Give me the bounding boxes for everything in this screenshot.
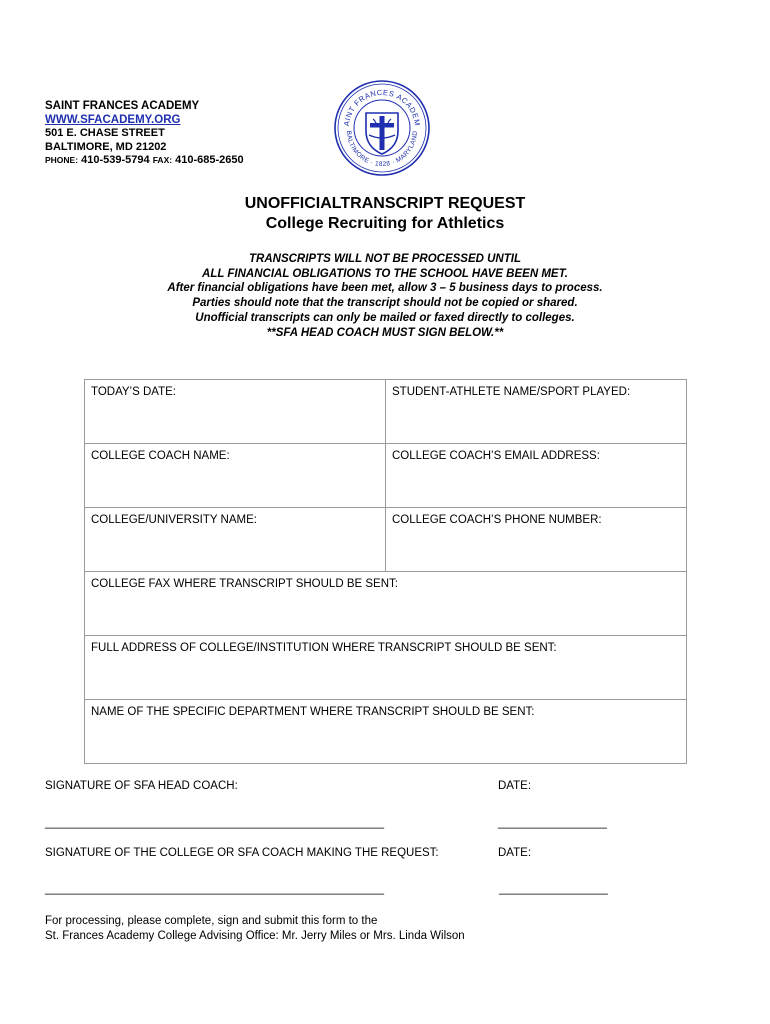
college-coach-email-field[interactable] <box>386 444 687 508</box>
academy-seal-logo <box>333 79 431 177</box>
org-name: SAINT FRANCES ACADEMY <box>45 100 200 112</box>
date-label: DATE: <box>498 780 532 792</box>
field-label: FULL ADDRESS OF COLLEGE/INSTITUTION WHERE TRANSCRIPT SHOULD BE SENT: <box>91 642 557 654</box>
department-field[interactable] <box>85 700 687 764</box>
college-coach-name-field[interactable] <box>85 444 386 508</box>
document-title <box>0 194 770 234</box>
field-label: NAME OF THE SPECIFIC DEPARTMENT WHERE TRANSCRIPT SHOULD BE SENT: <box>91 706 535 718</box>
field-label: COLLEGE/UNIVERSITY NAME: <box>91 514 257 526</box>
full-address-field[interactable] <box>85 636 687 700</box>
field-label: STUDENT-ATHLETE NAME/SPORT PLAYED: <box>392 386 631 398</box>
form-row <box>85 444 687 508</box>
notice-line: ALL FINANCIAL OBLIGATIONS TO THE SCHOOL HAVE BEEN MET. <box>202 267 568 280</box>
seal-icon <box>333 79 431 177</box>
fax-number: 410-685-2650 <box>175 154 244 166</box>
notice-line: TRANSCRIPTS WILL NOT BE PROCESSED UNTIL <box>249 253 521 265</box>
todays-date-field[interactable] <box>85 380 386 444</box>
form-row <box>85 636 687 700</box>
form-row <box>85 380 687 444</box>
org-city: BALTIMORE, MD 21202 <box>45 140 167 153</box>
college-name-field[interactable] <box>85 508 386 572</box>
field-label: COLLEGE COACH’S EMAIL ADDRESS: <box>392 450 600 462</box>
field-label: TODAY’S DATE: <box>91 386 176 398</box>
footer-line: For processing, please complete, sign and submit this form to the <box>45 915 378 927</box>
notice-line: **SFA HEAD COACH MUST SIGN BELOW.** <box>266 326 504 339</box>
fax-label: FAX: <box>152 155 173 165</box>
form-row <box>85 572 687 636</box>
submission-instructions <box>45 914 465 944</box>
field-label: COLLEGE FAX WHERE TRANSCRIPT SHOULD BE SENT: <box>91 578 398 590</box>
org-header <box>45 100 244 168</box>
org-contact <box>45 154 244 168</box>
phone-label: PHONE: <box>45 155 79 165</box>
form-row <box>85 700 687 764</box>
svg-text:SAINT FRANCES ACADEMY: AINT FRANCES ACADEM <box>341 87 423 127</box>
title-main: UNOFFICIALTRANSCRIPT REQUEST <box>244 195 526 212</box>
college-fax-field[interactable] <box>85 572 687 636</box>
date-label: DATE: <box>498 847 532 859</box>
field-label: COLLEGE COACH NAME: <box>91 450 230 462</box>
field-label: COLLEGE COACH’S PHONE NUMBER: <box>392 514 602 526</box>
requesting-coach-date-line[interactable]: _________________ <box>499 883 608 895</box>
footer-line: St. Frances Academy College Advising Office: Mr. Jerry Miles or Mrs. Linda Wilson <box>45 930 465 942</box>
head-coach-signature-line[interactable]: _____________________________________________________ <box>45 817 384 829</box>
head-coach-date-line[interactable]: _________________ <box>498 817 607 829</box>
requesting-coach-signature-line[interactable]: _____________________________________________________ <box>45 883 384 895</box>
student-athlete-field[interactable] <box>386 380 687 444</box>
title-subtitle: College Recruiting for Athletics <box>265 215 505 232</box>
org-website-link[interactable]: WWW.SFACADEMY.ORG <box>45 113 181 126</box>
head-coach-signature-label: SIGNATURE OF SFA HEAD COACH: <box>45 780 238 792</box>
org-street: 501 E. CHASE STREET <box>45 127 165 139</box>
notice-line: Unofficial transcripts can only be mailed or faxed directly to colleges. <box>195 311 575 324</box>
phone-number: 410-539-5794 <box>81 154 150 166</box>
notice-line: After financial obligations have been met, allow 3 – 5 business days to process. <box>167 282 603 295</box>
requesting-coach-signature-label: SIGNATURE OF THE COLLEGE OR SFA COACH MAKING THE REQUEST: <box>45 847 439 859</box>
college-coach-phone-field[interactable] <box>386 508 687 572</box>
processing-notice <box>0 252 770 340</box>
notice-line: Parties should note that the transcript should not be copied or shared. <box>192 297 578 310</box>
svg-text:BALTIMORE · 1828 · MARYLAND: BALTIMORE · 1828 · MARYLAND <box>344 130 420 169</box>
form-row <box>85 508 687 572</box>
request-form-table <box>84 379 687 764</box>
